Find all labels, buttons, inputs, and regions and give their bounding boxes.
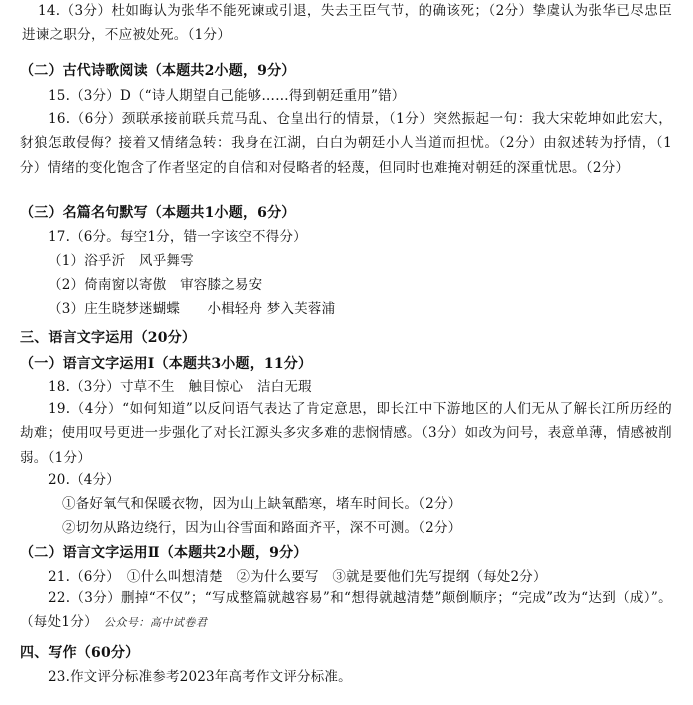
dictation-item-1: （1）浴乎沂 风乎舞雩	[48, 253, 194, 269]
q22-answer	[20, 586, 672, 636]
section-lang2-heading: （二）语言文字运用Ⅱ（本题共2小题，9分）	[20, 545, 308, 561]
q21-answer: 21.（6分） ①什么叫想清楚 ②为什么要写 ③就是要他们先写提纲（每处2分）	[48, 569, 547, 585]
dictation-item-2: （2）倚南窗以寄傲 审容膝之易安	[48, 277, 263, 293]
section-poetry-heading: （二）古代诗歌阅读（本题共2小题，9分）	[20, 63, 296, 79]
section-lang1-heading: （一）语言文字运用Ⅰ（本题共3小题，11分）	[20, 356, 313, 372]
section-dictation-heading: （三）名篇名句默写（本题共1小题，6分）	[20, 205, 296, 221]
q16-answer: 16.（6分）颈联承接前联兵荒马乱、仓皇出行的情景，（1分）突然振起一句：我大宋乾坤如此宏大，豺狼怎敢侵侮？接着又情绪急转：我身在江湖，白白为朝廷小人当道而担忧。（2分）由叙述转为抒情，（1分）情绪的变化饱含了作者坚定的自信和对侵略者的轻蔑，但同时也难掩对朝廷的深重忧思。（2分）	[20, 111, 672, 176]
q14-answer: 14.（3分）杜如晦认为张华不能死谏或引退，失去王臣气节，的确该死；（2分）挚虞认为张华已尽忠臣进谏之职分，不应被处死。（1分）	[22, 3, 672, 44]
q23-answer: 23.作文评分标准参考2023年高考作文评分标准。	[48, 669, 352, 685]
q20-item-2: ②切勿从路边绕行，因为山谷雪面和路面齐平，深不可测。（2分）	[62, 520, 462, 536]
watermark-text: 公众号：高中试卷君	[103, 616, 208, 630]
part4-heading: 四、写作（60分）	[20, 645, 140, 661]
q20-item-1: ①备好氧气和保暖衣物，因为山上缺氧酷寒，堵车时间长。（2分）	[62, 496, 462, 512]
q20-answer: 20.（4分）	[48, 472, 120, 488]
dictation-item-3: （3）庄生晓梦迷蝴蝶 小楫轻舟 梦入芙蓉浦	[48, 301, 336, 317]
q17-answer: 17.（6分。每空1分，错一字该空不得分）	[48, 229, 307, 245]
q22-text: 22.（3分）删掉“不仅”；“写成整篇就越容易”和“想得就越清楚”颠倒顺序；“完成”改为“达到（成）”。（每处1分）	[20, 590, 672, 631]
q18-answer: 18.（3分）寸草不生 触目惊心 洁白无瑕	[48, 379, 312, 395]
q19-answer: 19.（4分）“如何知道”以反问语气表达了肯定意思，即长江中下游地区的人们无从了解长江所历经的劫难；使用叹号更进一步强化了对长江源头多灾多难的悲悯情感。（3分）如改为问号，表意单薄，情感被削弱。（1分）	[20, 401, 672, 466]
q15-answer: 15.（3分）D（“诗人期望自己能够……得到朝廷重用”错）	[48, 88, 406, 104]
part3-heading: 三、语言文字运用（20分）	[20, 330, 197, 346]
